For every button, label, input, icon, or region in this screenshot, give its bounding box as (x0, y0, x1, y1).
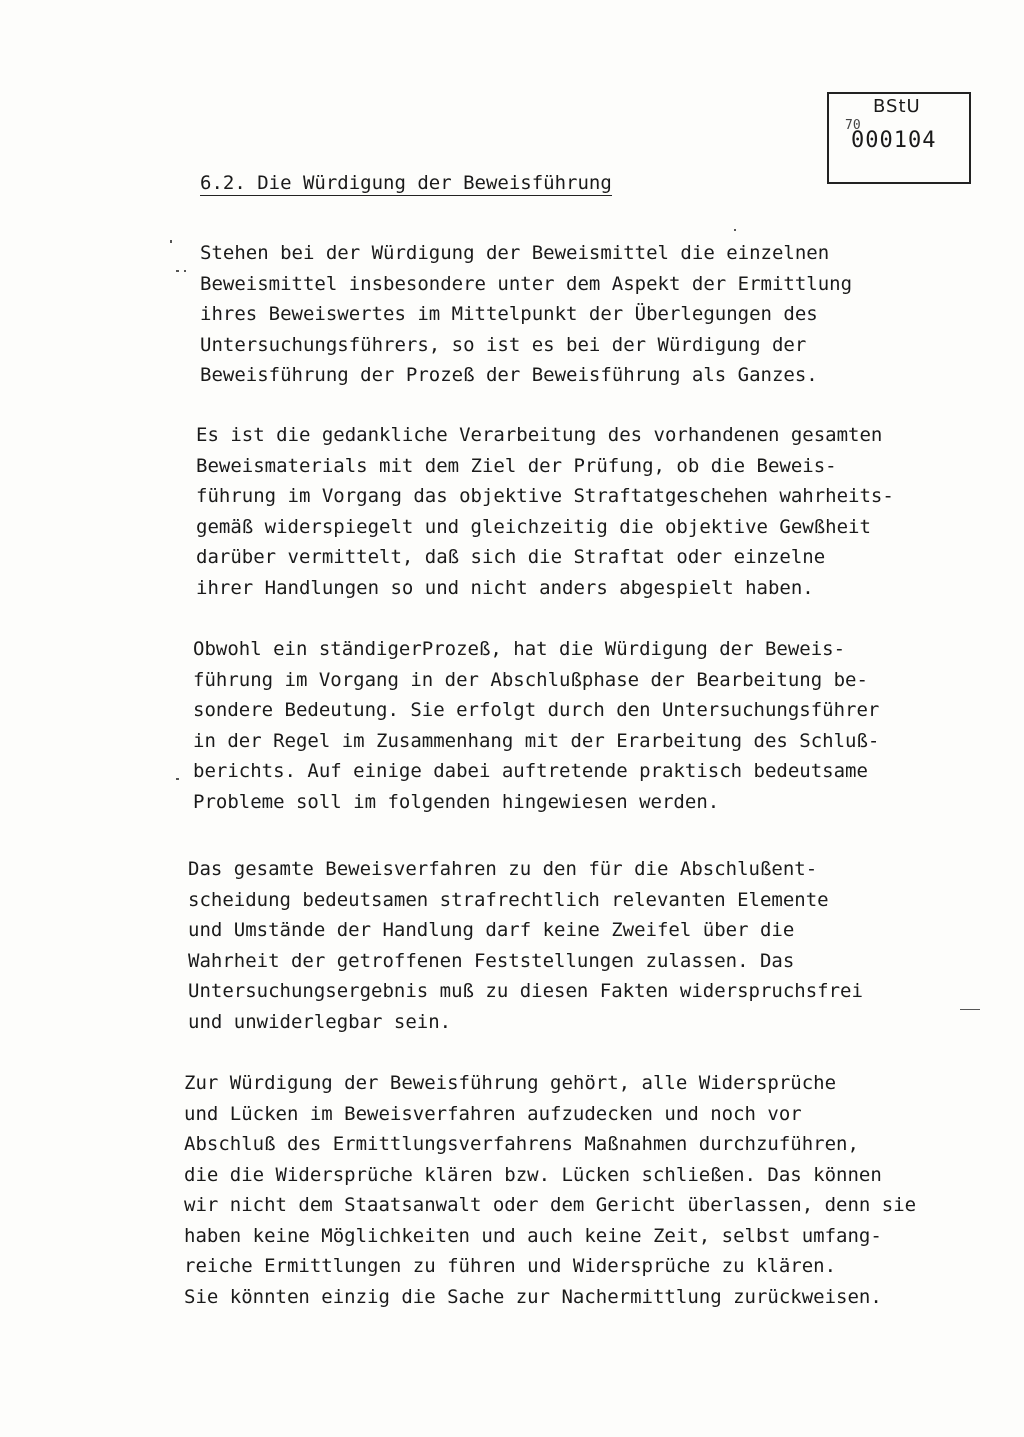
text-line: und unwiderlegbar sein. (188, 1010, 452, 1033)
text-line: gemäß widerspiegelt und gleichzeitig die objektive Gewßheit (196, 515, 871, 538)
text-line: Zur Würdigung der Beweisführung gehört, alle Widersprüche (184, 1072, 837, 1094)
paragraph-4 (188, 854, 863, 1037)
text-line: führung im Vorgang in der Abschlußphase der Bearbeitung be- (193, 668, 868, 691)
text-line: Wahrheit der getroffenen Feststellungen zulassen. Das (188, 949, 795, 972)
text-line: berichts. Auf einige dabei auftretende praktisch bedeutsame (193, 760, 868, 782)
text-line: führung im Vorgang das objektive Straftatgeschehen wahrheits- (196, 485, 894, 507)
paragraph-3 (193, 634, 879, 817)
scan-speck (734, 229, 736, 231)
paragraph-2 (196, 420, 894, 603)
text-line: ihrer Handlungen so und nicht anders abgespielt haben. (196, 576, 814, 599)
scan-speck (170, 240, 172, 243)
text-line: Es ist die gedankliche Verarbeitung des vorhandenen gesamten (196, 424, 883, 446)
text-line: Abschluß des Ermittlungsverfahrens Maßnahmen durchzuführen, (184, 1133, 859, 1155)
text-line: Probleme soll im folgenden hingewiesen werden. (193, 790, 720, 813)
text-line: Das gesamte Beweisverfahren zu den für die Abschlußent- (188, 858, 818, 880)
stamp-label: BStU (873, 96, 921, 117)
text-line: die die Widersprüche klären bzw. Lücken schließen. Das können (184, 1163, 882, 1186)
text-line: Beweismaterials mit dem Ziel der Prüfung, ob die Beweis- (196, 454, 837, 477)
section-heading: 6.2. Die Würdigung der Beweisführung (200, 172, 612, 194)
text-line: Sie könnten einzig die Sache zur Nachermittlung zurückweisen. (184, 1285, 882, 1308)
text-line: ihres Beweiswertes im Mittelpunkt der Überlegungen des (200, 303, 818, 325)
text-line: in der Regel im Zusammenhang mit der Erarbeitung des Schluß- (193, 729, 880, 752)
scan-speck (184, 270, 186, 272)
scan-speck (960, 1009, 980, 1010)
text-line: Beweismittel insbesondere unter dem Aspekt der Ermittlung (200, 272, 853, 295)
text-line: haben keine Möglichkeiten und auch keine Zeit, selbst umfang- (184, 1224, 882, 1247)
text-line: darüber vermittelt, daß sich die Straftat oder einzelne (196, 546, 826, 568)
text-line: Obwohl ein ständigerProzeß, hat die Würdigung der Beweis- (193, 638, 846, 660)
text-line: scheidung bedeutsamen strafrechtlich relevanten Elemente (188, 888, 829, 911)
scan-speck (176, 270, 179, 272)
stamp-page-number: 70 (845, 118, 861, 133)
text-line: Stehen bei der Würdigung der Beweismittel die einzelnen (200, 242, 830, 264)
text-line: sondere Bedeutung. Sie erfolgt durch den Untersuchungsführer (193, 699, 880, 721)
text-line: und Umstände der Handlung darf keine Zweifel über die (188, 919, 795, 941)
archive-stamp (827, 92, 971, 184)
paragraph-1 (200, 238, 852, 391)
paragraph-5 (184, 1068, 916, 1312)
stamp-document-number: 000104 (851, 128, 937, 153)
text-line: wir nicht dem Staatsanwalt oder dem Gericht überlassen, denn sie (184, 1194, 917, 1216)
text-line: reiche Ermittlungen zu führen und Widersprüche zu klären. (184, 1255, 837, 1277)
text-line: Beweisführung der Prozeß der Beweisführung als Ganzes. (200, 364, 818, 386)
text-line: Untersuchungsführers, so ist es bei der Würdigung der (200, 333, 807, 356)
scan-speck (176, 778, 179, 780)
text-line: Untersuchungsergebnis muß zu diesen Fakten widerspruchsfrei (188, 980, 863, 1002)
text-line: und Lücken im Beweisverfahren aufzudecken und noch vor (184, 1102, 802, 1125)
